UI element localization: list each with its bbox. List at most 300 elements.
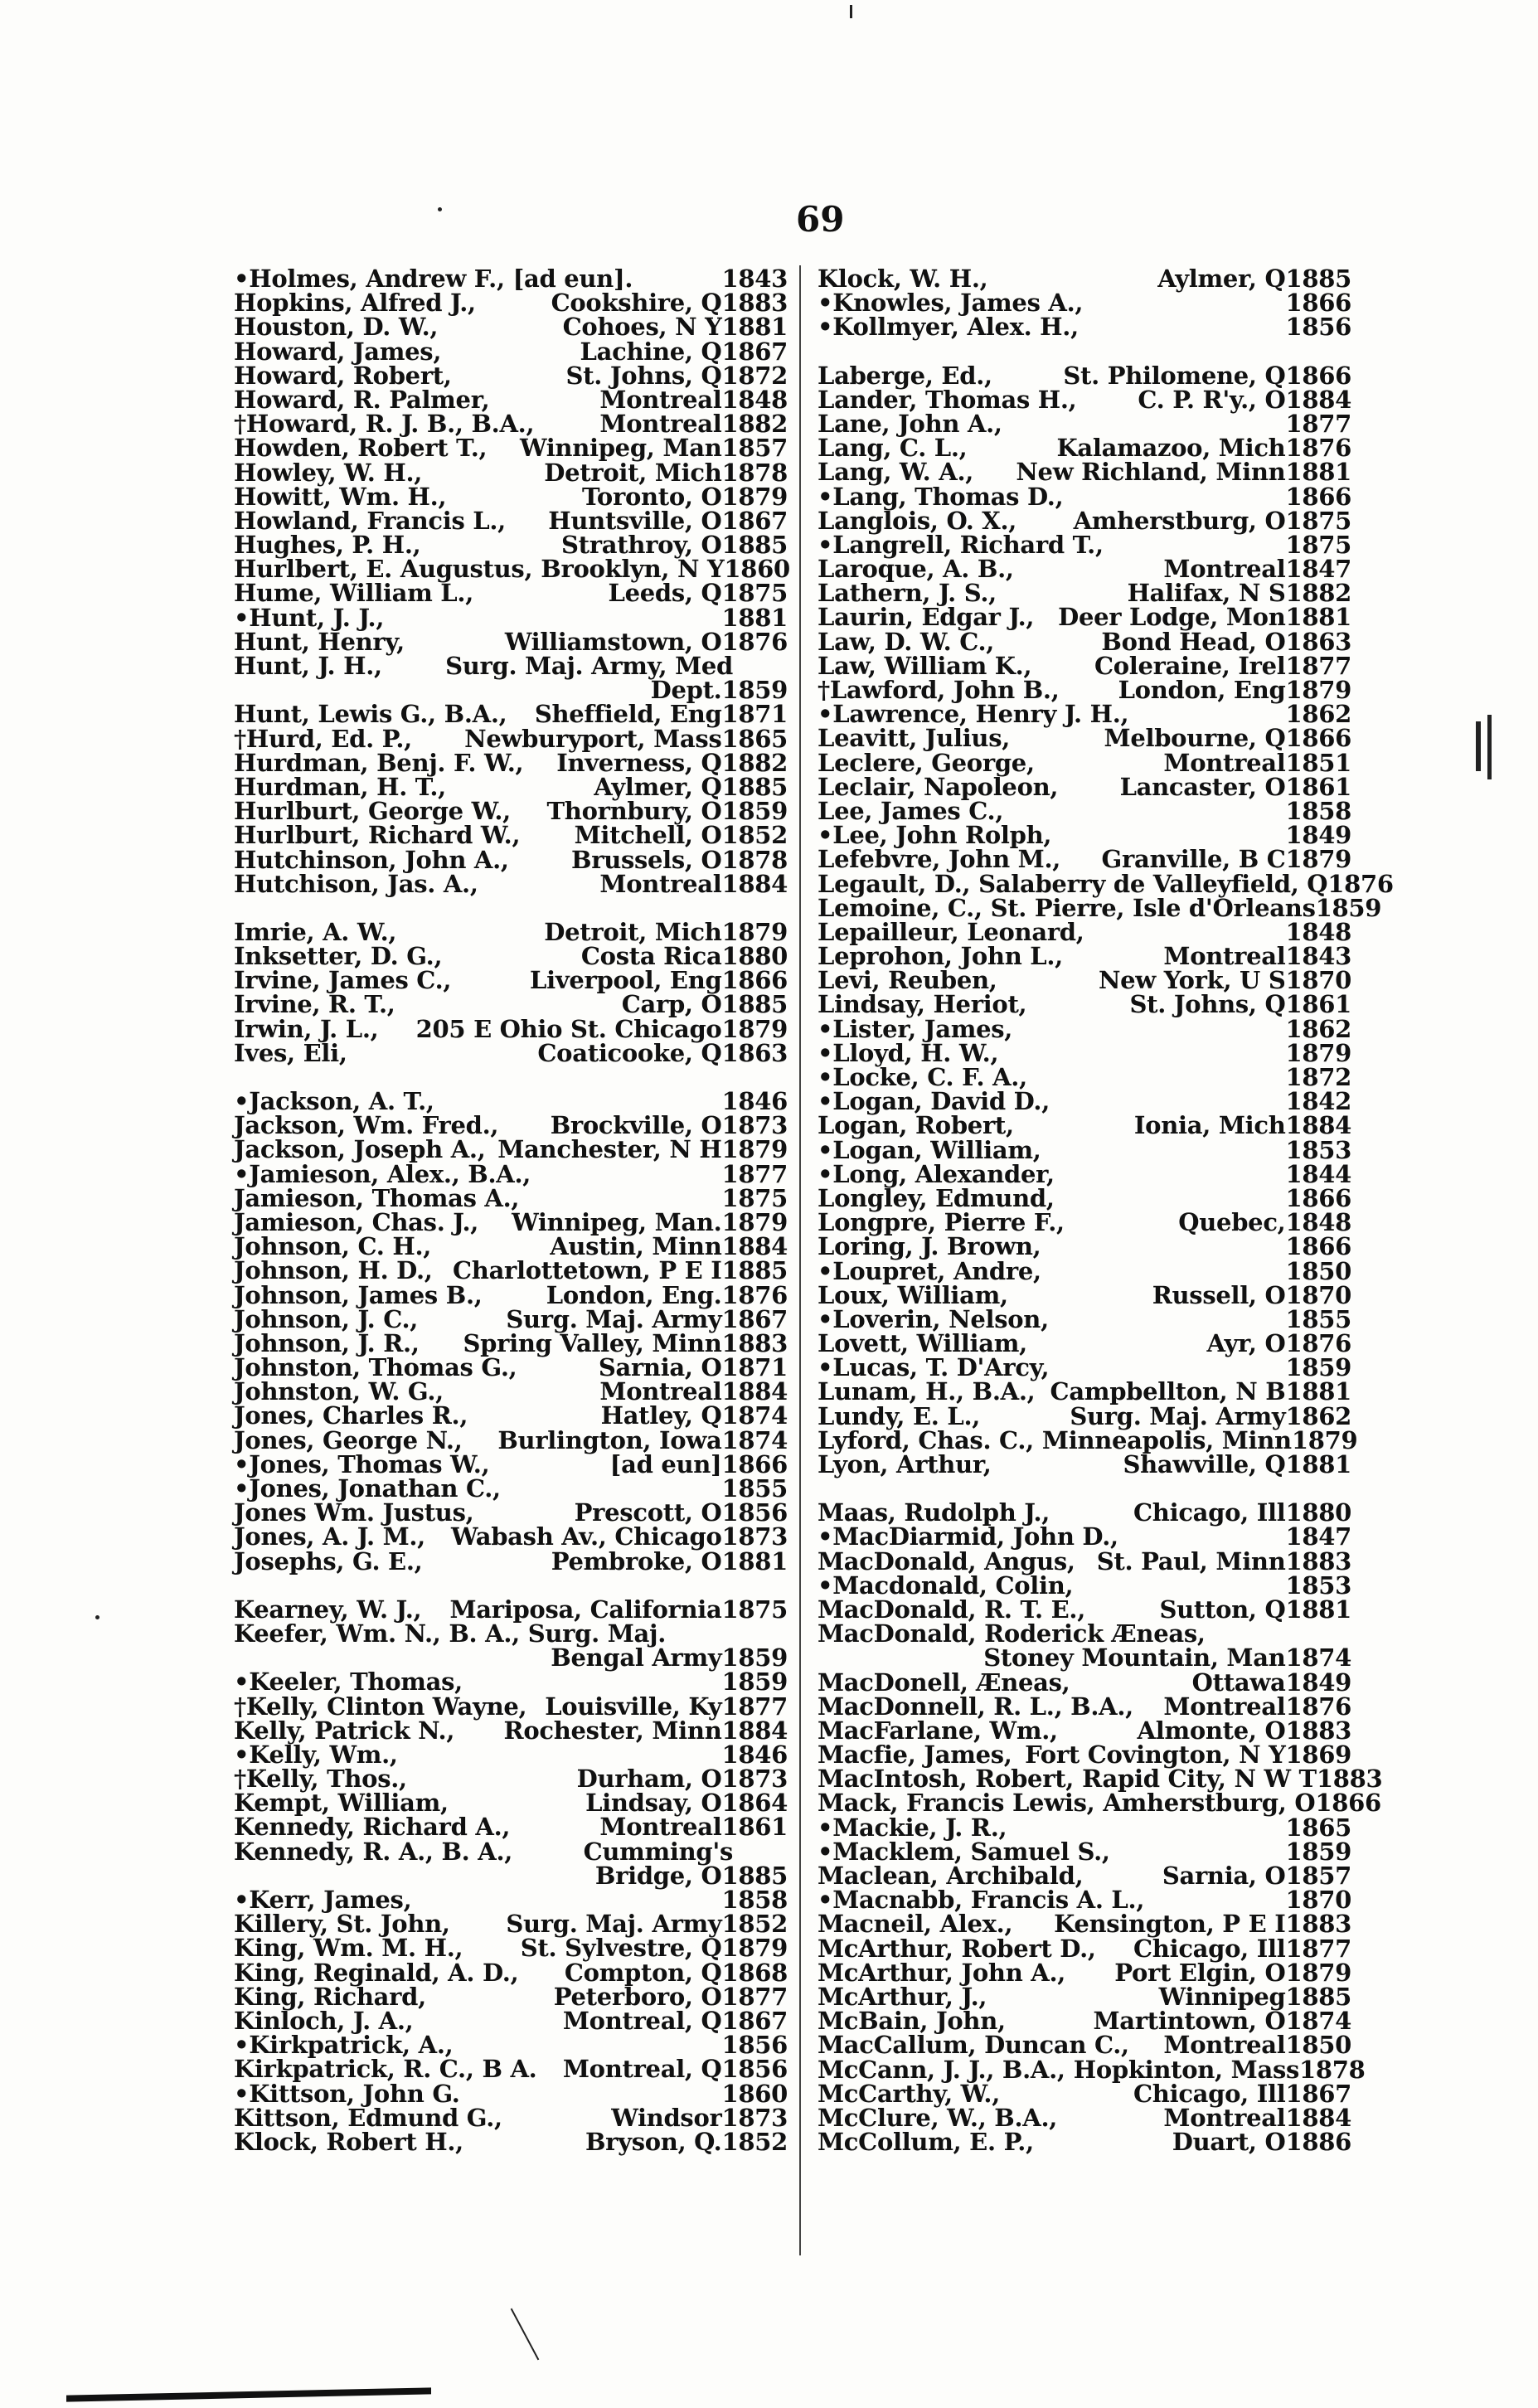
entry-place: London, Eng (1118, 676, 1286, 704)
entry-name: Leprohon, John L., (818, 942, 1063, 971)
entry-name: •Macdonald, Colin, (818, 1571, 1074, 1600)
directory-entry (818, 1765, 1383, 1794)
entry-name: Mack, Francis Lewis, (818, 1789, 1095, 1818)
entry-place: Inverness, Q (556, 748, 722, 777)
entry-name: Johnston, W. G., (234, 1377, 444, 1406)
entry-name: Hopkins, Alfred J., (234, 289, 476, 318)
directory-entry (818, 893, 1382, 922)
entry-place: Sarnia, O (1162, 1862, 1286, 1890)
entry-place: Newburyport, Mass (464, 724, 722, 753)
entry-place: Montreal (599, 1813, 722, 1842)
directory-entry (818, 1280, 1351, 1309)
entry-place: Lindsay, O (585, 1789, 722, 1818)
entry-name: •Kelly, Wm., (234, 1740, 398, 1769)
directory-entry (818, 796, 1351, 825)
entry-place: Aylmer, Q (1157, 265, 1286, 293)
entry-year: 1879 (721, 917, 788, 946)
directory-entry (818, 1837, 1351, 1866)
entry-name: Johnson, C. H., (234, 1232, 432, 1261)
directory-entry (234, 1474, 788, 1503)
entry-year: 1870 (1285, 1280, 1351, 1309)
entry-place: Duart, O (1172, 2128, 1286, 2157)
page-mark-dot (438, 207, 442, 211)
directory-entry (234, 1087, 788, 1115)
directory-entry (234, 917, 788, 946)
directory-entry (818, 289, 1351, 318)
entry-year: 1866 (1285, 724, 1351, 753)
entry-place: Coaticooke, Q (537, 1038, 722, 1067)
entry-place: Bond Head, O (1101, 627, 1286, 656)
entry-year: 1885 (721, 990, 788, 1019)
entry-year: 1883 (1285, 1716, 1351, 1745)
directory-entry (818, 458, 1351, 487)
directory-entry (818, 1232, 1351, 1261)
entry-year: 1877 (1285, 1934, 1351, 1963)
entry-name: McCarthy, W., (818, 2079, 1001, 2108)
entry-name: •Macnabb, Francis A. L., (818, 1886, 1145, 1915)
entry-place: Granville, B C (1101, 845, 1286, 874)
directory-entry (818, 772, 1351, 801)
entry-name: King, Wm. M. H., (234, 1934, 463, 1963)
entry-name: Hurlbert, E. Augustus, (234, 555, 533, 584)
directory-entry (818, 1643, 1351, 1672)
entry-place: Cohoes, N Y (562, 313, 722, 342)
entry-year: 1870 (1285, 966, 1351, 995)
directory-entry (818, 1304, 1351, 1333)
entry-year: 1869 (1285, 1740, 1351, 1770)
directory-entry (818, 1910, 1351, 1939)
entry-year: 1880 (721, 942, 788, 971)
entry-year: 1852 (721, 821, 788, 850)
directory-entry (234, 869, 788, 898)
entry-year: 1876 (721, 627, 788, 656)
entry-place: Austin, Minn (550, 1232, 722, 1261)
entry-place: Mariposa, California (449, 1595, 722, 1624)
entry-place: Surg. Maj. Army (506, 1304, 722, 1333)
entry-name: Laurin, Edgar J., (818, 603, 1035, 632)
directory-entry (818, 1716, 1351, 1745)
entry-place: Montreal (599, 385, 722, 414)
directory-entry (234, 1982, 788, 2011)
entry-year: 1862 (1285, 1401, 1351, 1430)
directory-entry (234, 2103, 788, 2132)
entry-year: 1879 (721, 482, 788, 511)
entry-place: Ottawa (1191, 1668, 1286, 1697)
entry-year: 1852 (721, 1910, 788, 1939)
entry-year: 1859 (1315, 893, 1382, 922)
entry-year: 1861 (1285, 772, 1351, 801)
entry-year: 1879 (1285, 1038, 1351, 1067)
entry-year: 1859 (721, 676, 788, 705)
entry-name: •Lee, John Rolph, (818, 821, 1052, 850)
entry-year: 1866 (1315, 1789, 1381, 1818)
entry-name: Hurdman, Benj. F. W., (234, 748, 524, 777)
entry-name: Maas, Rudolph J., (818, 1498, 1050, 1527)
entry-name: Longley, Edmund, (818, 1183, 1055, 1212)
entry-year: 1842 (1285, 1087, 1351, 1116)
entry-place: Port Elgin, O (1114, 1958, 1286, 1987)
entry-year: 1872 (721, 361, 788, 390)
directory-entry (234, 1280, 788, 1309)
directory-entry (818, 267, 1351, 291)
entry-place: Kensington, P E I (1054, 1910, 1286, 1939)
directory-entry (234, 603, 788, 632)
directory-entry (818, 1183, 1351, 1212)
entry-year: 1863 (1285, 627, 1351, 656)
entry-name: MacDonald, Angus, (818, 1546, 1075, 1575)
entry-year: 1859 (721, 1643, 788, 1672)
entry-place: Minneapolis, Minn (1041, 1425, 1292, 1454)
entry-name: •Holmes, Andrew F., [ad eun]. (234, 265, 633, 293)
entry-year: 1883 (721, 289, 788, 318)
entry-name: •Jamieson, Alex., B.A., (234, 1159, 531, 1188)
entry-name: Hunt, Henry, (234, 627, 405, 656)
entry-place: Chicago, Ill (1133, 1934, 1286, 1963)
entry-name: Leclair, Napoleon, (818, 772, 1059, 801)
entry-name: Klock, Robert H., (234, 2127, 463, 2156)
directory-entry (234, 1910, 788, 1939)
entry-place: Strathroy, O (561, 531, 722, 560)
entry-name: Hughes, P. H., (234, 531, 421, 560)
entry-name: McArthur, John A., (818, 1958, 1066, 1987)
entry-place: Montreal (599, 410, 722, 439)
entry-place: Winnipeg, Man. (512, 1207, 722, 1236)
entry-name: •Locke, C. F. A., (818, 1063, 1027, 1091)
directory-entry (818, 1111, 1351, 1140)
entry-name: Lovett, William, (818, 1329, 1027, 1358)
margin-mark-right-2 (1487, 715, 1492, 779)
entry-place: Montreal (1163, 2103, 1286, 2132)
entry-place: Hatley, Q (600, 1401, 722, 1430)
entry-name: •Lister, James, (818, 1014, 1013, 1043)
entry-name: •MacDiarmid, John D., (818, 1522, 1118, 1551)
entry-place: London, Eng. (546, 1280, 722, 1309)
entry-place: Carp, O (621, 990, 722, 1019)
directory-entry (818, 627, 1351, 656)
entry-place: New Richland, Minn (1016, 458, 1286, 487)
entry-place: Brooklyn, N Y (541, 555, 725, 584)
entry-year: 1855 (1285, 1304, 1351, 1333)
entry-place: Spring Valley, Minn (463, 1328, 722, 1357)
entry-place: St. Philomene, Q (1063, 361, 1286, 390)
entry-name: •Kirkpatrick, A., (234, 2031, 454, 2060)
entry-place: Montreal (1163, 2031, 1286, 2060)
entry-place: Burlington, Iowa (497, 1425, 722, 1454)
entry-name: McArthur, J., (818, 1982, 987, 2011)
entry-name: Josephs, G. E., (234, 1546, 423, 1575)
entry-year: 1885 (1285, 265, 1351, 293)
entry-name: Macfie, James, (818, 1740, 1012, 1770)
entry-year: 1873 (721, 2103, 788, 2132)
directory-entry (818, 678, 1351, 702)
entry-year: 1874 (721, 1401, 788, 1430)
entry-name: Hurlburt, Richard W., (234, 821, 521, 850)
entry-place: Lachine, Q (580, 337, 722, 366)
entry-name: Hume, William L., (234, 579, 473, 608)
directory-entry (818, 724, 1351, 753)
entry-year: 1881 (1285, 458, 1351, 487)
directory-entry (234, 2079, 788, 2108)
entry-name: Jones, A. J. M., (234, 1522, 425, 1551)
margin-mark-right (1476, 721, 1481, 771)
entry-place: Russell, O (1152, 1280, 1286, 1309)
entry-place: Surg. Maj. Army (1070, 1401, 1286, 1430)
directory-entry (234, 1304, 788, 1333)
entry-name: Lyford, Chas. C., (818, 1425, 1034, 1454)
directory-entry (234, 1692, 788, 1721)
entry-year: 1871 (721, 1353, 788, 1382)
entry-year: 1885 (1285, 1982, 1351, 2011)
entry-name: Kittson, Edmund G., (234, 2103, 502, 2132)
directory-entry (234, 1813, 788, 1842)
directory-column-left (234, 267, 788, 2154)
entry-year: 1865 (721, 724, 788, 753)
directory-entry (234, 1183, 788, 1212)
entry-name: •Kittson, John G. (234, 2079, 460, 2108)
directory-entry (234, 676, 788, 705)
entry-name: Johnson, J. R., (234, 1328, 420, 1357)
entry-name: Howland, Francis L., (234, 506, 506, 535)
entry-place: Deer Lodge, Mon (1058, 603, 1286, 632)
entry-place: Winnipeg (1158, 1982, 1286, 2011)
entry-place: Shawville, Q (1123, 1450, 1286, 1478)
entry-name: Imrie, A. W., (234, 917, 397, 946)
directory-entry (234, 1619, 788, 1648)
entry-year: 1873 (721, 1765, 788, 1794)
entry-name: •Keeler, Thomas, (234, 1668, 463, 1697)
entry-name: Lee, James C., (818, 796, 1004, 825)
entry-year: 1881 (721, 1546, 788, 1575)
entry-place: St. Paul, Minn (1096, 1546, 1286, 1575)
entry-year: 1862 (1285, 700, 1351, 729)
entry-name: Keefer, Wm. N., B. A., Surg. Maj. (234, 1619, 666, 1648)
entry-year: 1856 (721, 2031, 788, 2060)
entry-year: 1848 (721, 385, 788, 414)
entry-name: •Jones, Jonathan C., (234, 1474, 501, 1503)
entry-year: 1877 (1285, 651, 1351, 680)
directory-entry (818, 1668, 1351, 1697)
entry-year: 1884 (721, 1377, 788, 1406)
entry-year: 1867 (721, 506, 788, 535)
entry-name: Levi, Reuben, (818, 966, 997, 995)
entry-name: McCollum, E. P., (818, 2128, 1034, 2157)
entry-place: 205 E Ohio St. Chicago (415, 1014, 722, 1043)
entry-year: 1883 (721, 1328, 788, 1357)
directory-entry (234, 1740, 788, 1769)
entry-place: Montreal (1163, 942, 1286, 971)
entry-year: 1880 (1285, 1498, 1351, 1527)
entry-year: 1876 (1285, 1692, 1351, 1721)
directory-entry (234, 1425, 788, 1454)
entry-year: 1858 (721, 1886, 788, 1914)
entry-name: •Langrell, Richard T., (818, 530, 1104, 559)
entry-place: Cumming's (583, 1837, 733, 1866)
entry-year: 1844 (1285, 1159, 1351, 1188)
entry-name: Lang, C. L., (818, 434, 968, 463)
entry-year: 1856 (1285, 313, 1351, 342)
entry-place: Brussels, O (571, 845, 722, 874)
entry-name: †Hurd, Ed. P., (234, 724, 412, 753)
entry-place: Ionia, Mich (1133, 1111, 1286, 1140)
entry-place: Chicago, Ill (1133, 1498, 1286, 1527)
entry-year: 1879 (721, 1014, 788, 1043)
entry-place: Detroit, Mich (544, 917, 722, 946)
entry-year: 1852 (721, 2127, 788, 2156)
entry-name: Lander, Thomas H., (818, 385, 1077, 414)
directory-entry (818, 313, 1351, 342)
entry-year: 1866 (1285, 1183, 1351, 1212)
entry-name: Lepailleur, Leonard, (818, 917, 1084, 946)
directory-entry (234, 482, 788, 511)
entry-name: •Jackson, A. T., (234, 1087, 434, 1115)
entry-name: Law, William K., (818, 651, 1032, 680)
entry-name: Howard, Robert, (234, 361, 452, 390)
entry-name: Howden, Robert T., (234, 434, 488, 463)
directory-entry (818, 1401, 1351, 1430)
directory-entry (818, 1425, 1358, 1454)
entry-year: 1878 (1299, 2055, 1366, 2084)
directory-entry (818, 1982, 1351, 2011)
entry-year: 1859 (721, 797, 788, 826)
entry-name: Hunt, Lewis G., B.A., (234, 700, 507, 729)
entry-year: 1857 (1285, 1862, 1351, 1890)
entry-year: 1856 (721, 2055, 788, 2084)
directory-entry (818, 869, 1394, 898)
entry-name: McClure, W., B.A., (818, 2103, 1058, 2132)
entry-place: Sheffield, Eng (534, 700, 722, 729)
directory-entry (818, 2103, 1351, 2132)
entry-year: 1867 (721, 1304, 788, 1333)
entry-place: Bryson, Q. (585, 2127, 722, 2156)
directory-entry (818, 944, 1351, 969)
entry-name: •Lang, Thomas D., (818, 482, 1064, 511)
entry-name: Laroque, A. B., (818, 555, 1014, 584)
directory-entry (818, 2055, 1366, 2084)
entry-year: 1866 (1285, 1232, 1351, 1261)
directory-entry (818, 1813, 1351, 1842)
entry-year: 1848 (1285, 917, 1351, 946)
entry-name: Lunam, H., B.A., (818, 1377, 1036, 1406)
directory-entry (234, 1207, 788, 1236)
directory-entry (818, 2079, 1351, 2108)
entry-name: Jackson, Wm. Fred., (234, 1111, 499, 1140)
entry-name: •Hunt, J. J., (234, 603, 385, 632)
entry-year: 1877 (1285, 409, 1351, 438)
directory-entry (234, 531, 788, 560)
entry-place: Sarnia, O (598, 1353, 722, 1382)
directory-entry (818, 361, 1351, 390)
entry-place: St. Johns, Q (565, 361, 722, 390)
entry-year: 1881 (1285, 603, 1351, 632)
entry-place: Toronto, O (581, 482, 722, 511)
entry-place: Charlottetown, P E I (453, 1256, 722, 1285)
directory-entry (818, 1135, 1351, 1164)
directory-entry (234, 337, 788, 366)
entry-place: Peterboro, O (553, 1982, 722, 2011)
entry-name: Klock, W. H., (818, 265, 988, 293)
entry-name: Law, D. W. C., (818, 627, 995, 656)
entry-place: Montreal (599, 1377, 722, 1406)
entry-year: 1881 (1285, 1450, 1351, 1478)
entry-name: •Macklem, Samuel S., (818, 1837, 1110, 1866)
entry-place: Liverpool, Eng (530, 966, 722, 995)
entry-year: 1881 (721, 313, 788, 342)
directory-entry (234, 434, 788, 463)
directory-entry (234, 1377, 788, 1406)
directory-entry (818, 1377, 1351, 1406)
entry-name: MacCallum, Duncan C., (818, 2031, 1129, 2060)
entry-name: •Logan, William, (818, 1135, 1041, 1164)
column-divider (799, 265, 801, 2255)
entry-year: 1882 (721, 410, 788, 439)
directory-entry (234, 506, 788, 535)
entry-name: †Kelly, Thos., (234, 1765, 407, 1794)
entry-place: Rochester, Minn (503, 1716, 722, 1745)
entry-year: 1863 (721, 1038, 788, 1067)
directory-entry (818, 434, 1351, 463)
entry-name: •Lloyd, H. W., (818, 1038, 999, 1067)
entry-name: †Lawford, John B., (818, 676, 1060, 704)
entry-year: 1873 (721, 1522, 788, 1551)
entry-year: 1873 (721, 1111, 788, 1140)
entry-name: Howley, W. H., (234, 458, 423, 487)
entry-year: 1885 (721, 1861, 788, 1890)
entry-name: Kirkpatrick, R. C., B A. (234, 2055, 537, 2084)
entry-name: Loring, J. Brown, (818, 1232, 1041, 1261)
entry-place: Montreal, Q (562, 2006, 722, 2035)
entry-place: Surg. Maj. Army, Med (445, 652, 733, 680)
entry-year: 1866 (1285, 361, 1351, 390)
entry-name: •Lucas, T. D'Arcy, (818, 1353, 1050, 1382)
directory-entry (818, 990, 1351, 1019)
entry-year: 1884 (1285, 2103, 1351, 2132)
entry-name: •Loverin, Nelson, (818, 1304, 1049, 1333)
entry-year: 1884 (721, 869, 788, 898)
directory-entry (818, 1571, 1351, 1600)
entry-place: Huntsville, O (548, 506, 722, 535)
entry-year: 1885 (721, 772, 788, 801)
entry-year: 1846 (721, 1740, 788, 1769)
entry-place: St. Johns, Q (1129, 990, 1286, 1019)
entry-name: Lang, W. A., (818, 458, 974, 487)
entry-year: 1879 (721, 1207, 788, 1236)
directory-entry (818, 1450, 1351, 1478)
entry-year: 1859 (721, 1668, 788, 1697)
entry-name: Lundy, E. L., (818, 1401, 981, 1430)
directory-entry (818, 506, 1351, 535)
directory-entry (234, 2031, 788, 2060)
entry-place: Martintown, O (1093, 2007, 1286, 2036)
entry-year: 1851 (1285, 748, 1351, 777)
directory-entry (818, 1934, 1351, 1963)
directory-entry (818, 2031, 1351, 2060)
entry-year: 1843 (721, 265, 788, 293)
entry-name: Inksetter, D. G., (234, 942, 443, 971)
entry-year: 1847 (1285, 1522, 1351, 1551)
entry-year: 1884 (721, 1716, 788, 1745)
entry-place: Chicago, Ill (1133, 2079, 1286, 2108)
directory-entry (234, 821, 788, 850)
directory-entry (234, 1135, 788, 1164)
entry-year: 1879 (1285, 676, 1351, 704)
entry-year: 1868 (721, 1958, 788, 1987)
entry-name: Macneil, Alex., (818, 1910, 1013, 1939)
entry-name: MacDonald, R. T. E., (818, 1595, 1086, 1624)
directory-entry (234, 845, 788, 874)
directory-entry (818, 1063, 1351, 1091)
entry-year: 1862 (1285, 1014, 1351, 1043)
directory-entry (234, 748, 788, 777)
